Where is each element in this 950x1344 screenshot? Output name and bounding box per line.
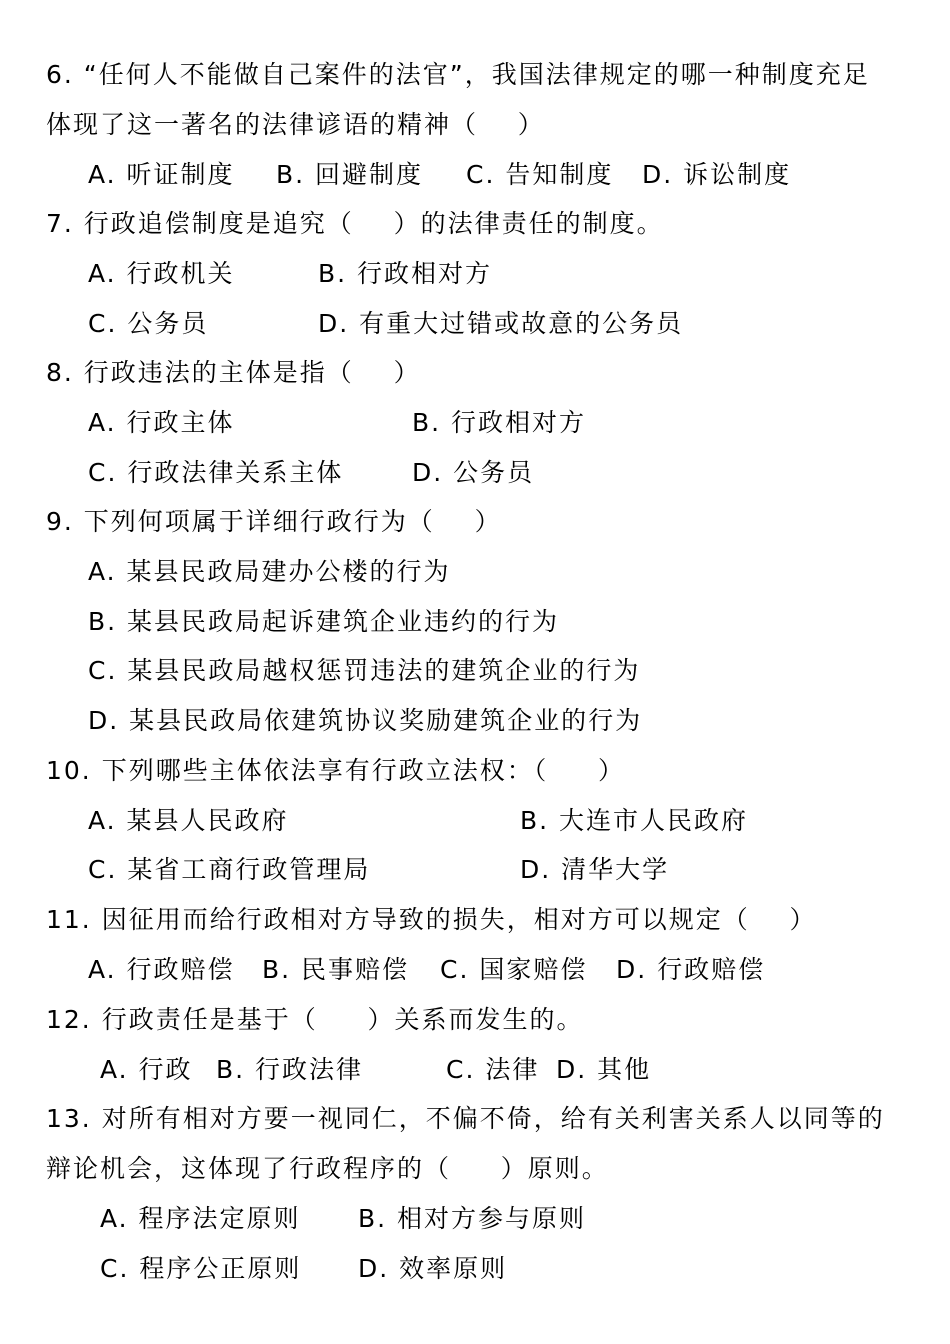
- question-12-option-b: B. 行政法律: [216, 1055, 364, 1084]
- question-8-option-d: D. 公务员: [412, 458, 535, 487]
- question-10-option-b: B. 大连市人民政府: [520, 806, 749, 835]
- question-8-option-a: A. 行政主体: [88, 408, 235, 437]
- question-7-option-b: B. 行政相对方: [318, 259, 493, 288]
- question-10-option-a: A. 某县人民政府: [88, 806, 289, 835]
- question-7-stem: 7. 行政追偿制度是追究（ ）的法律责任的制度。: [46, 209, 664, 238]
- question-10-stem: 10. 下列哪些主体依法享有行政立法权：（ ）: [46, 756, 625, 785]
- question-9-option-a: A. 某县民政局建办公楼的行为: [88, 557, 451, 586]
- question-13-stem-line-1: 13. 对所有相对方要一视同仁，不偏不倚，给有关利害关系人以同等的: [46, 1104, 885, 1133]
- question-11-stem: 11. 因征用而给行政相对方导致的损失，相对方可以规定（ ）: [46, 905, 817, 934]
- question-6-option-b: B. 回避制度: [276, 160, 424, 189]
- question-8-stem: 8. 行政违法的主体是指（ ）: [46, 358, 421, 387]
- question-10-option-c: C. 某省工商行政管理局: [88, 855, 371, 884]
- question-6-option-c: C. 告知制度: [466, 160, 614, 189]
- question-6-stem-line-1: 6. “任何人不能做自己案件的法官”，我国法律规定的哪一种制度充足: [46, 60, 870, 89]
- question-8-option-b: B. 行政相对方: [412, 408, 587, 437]
- question-12-option-d: D. 其他: [556, 1055, 652, 1084]
- question-11-option-b: B. 民事赔偿: [262, 955, 410, 984]
- question-13-option-b: B. 相对方参与原则: [358, 1204, 587, 1233]
- question-10-option-d: D. 清华大学: [520, 855, 670, 884]
- question-8-option-c: C. 行政法律关系主体: [88, 458, 344, 487]
- question-11-option-d: D. 行政赔偿: [616, 955, 766, 984]
- question-9-stem: 9. 下列何项属于详细行政行为（ ）: [46, 507, 502, 536]
- question-12-stem: 12. 行政责任是基于（ ）关系而发生的。: [46, 1005, 584, 1034]
- question-9-option-d: D. 某县民政局依建筑协议奖励建筑企业的行为: [88, 706, 643, 735]
- question-13-stem-line-2: 辩论机会，这体现了行政程序的（ ）原则。: [46, 1154, 609, 1183]
- question-9-option-c: C. 某县民政局越权惩罚违法的建筑企业的行为: [88, 656, 641, 685]
- question-7-option-a: A. 行政机关: [88, 259, 235, 288]
- question-7-option-c: C. 公务员: [88, 309, 209, 338]
- question-13-option-d: D. 效率原则: [358, 1254, 508, 1283]
- question-7-option-d: D. 有重大过错或故意的公务员: [318, 309, 684, 338]
- question-6-option-a: A. 听证制度: [88, 160, 235, 189]
- question-9-option-b: B. 某县民政局起诉建筑企业违约的行为: [88, 607, 560, 636]
- question-13-option-c: C. 程序公正原则: [100, 1254, 302, 1283]
- question-6-stem-line-2: 体现了这一著名的法律谚语的精神（ ）: [46, 110, 545, 139]
- question-6-option-d: D. 诉讼制度: [642, 160, 792, 189]
- question-11-option-a: A. 行政赔偿: [88, 955, 235, 984]
- question-12-option-c: C. 法律: [446, 1055, 540, 1084]
- question-12-option-a: A. 行政: [100, 1055, 193, 1084]
- question-13-option-a: A. 程序法定原则: [100, 1204, 301, 1233]
- question-11-option-c: C. 国家赔偿: [440, 955, 588, 984]
